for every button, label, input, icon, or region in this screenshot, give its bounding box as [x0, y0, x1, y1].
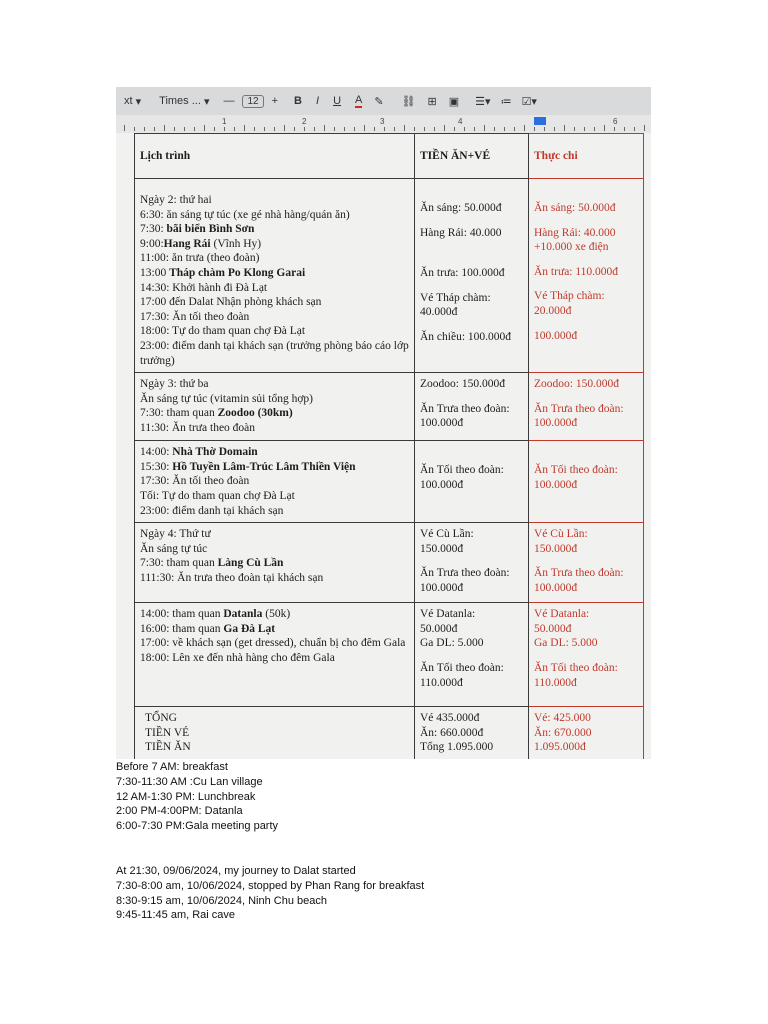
ruler-number: 3: [380, 117, 385, 126]
total-label-cell[interactable]: [135, 707, 415, 759]
cost-line: Ăn Tối theo đoàn:: [420, 464, 504, 477]
actual-line: 100.000đ: [534, 417, 578, 430]
total-cost-line: Vé 435.000đ: [420, 712, 480, 725]
align-icon[interactable]: ☰▾: [475, 95, 491, 108]
total-label: TỔNG: [145, 712, 177, 725]
schedule-cell[interactable]: [135, 373, 415, 441]
ruler-tick: [414, 127, 415, 131]
journey-line: 9:45-11:45 am, Rai cave: [116, 909, 236, 922]
cost-line: Ăn chiều: 100.000đ: [420, 330, 512, 343]
cost-line: Ga DL: 5.000: [420, 637, 484, 650]
cost-cell[interactable]: [415, 523, 529, 603]
actual-line: Ăn sáng: 50.000đ: [534, 202, 616, 214]
ruler-tick: [224, 127, 225, 131]
total-cost-cell[interactable]: [415, 707, 529, 759]
ruler-tick: [154, 127, 155, 131]
ruler-number: 4: [458, 117, 463, 126]
ruler-tick: [274, 127, 275, 131]
ruler-tick: [494, 127, 495, 131]
ruler-tick: [314, 127, 315, 131]
ruler-number: 2: [302, 117, 307, 126]
schedule-line: 17:30: Ăn tối theo đoàn: [140, 310, 250, 323]
schedule-line: 9:00:Hang Rái (Vĩnh Hy): [140, 237, 262, 250]
actual-cell[interactable]: [529, 523, 644, 603]
ruler-tick: [294, 127, 295, 131]
schedule-line: 7:30: tham quan Zoodoo (30km): [140, 407, 293, 420]
schedule-line: 6:30: ăn sáng tự túc (xe gé nhà hàng/quán ăn): [140, 208, 350, 221]
actual-line: Ăn Tối theo đoàn:: [534, 464, 618, 477]
ruler-tick: [134, 127, 135, 131]
ruler-tick: [184, 127, 185, 131]
agenda-line: 12 AM-1:30 PM: Lunchbreak: [116, 790, 256, 803]
schedule-line: 15:30: Hồ Tuyền Lâm-Trúc Lâm Thiền Viện: [140, 460, 356, 473]
cost-line: 100.000đ: [420, 417, 464, 430]
ruler-tick: [594, 127, 595, 131]
total-actual-line: Ăn: 670.000: [534, 726, 592, 739]
actual-line: Hàng Rái: 40.000: [534, 226, 616, 239]
list-icon[interactable]: ≔: [500, 95, 512, 108]
schedule-table: [134, 133, 644, 759]
actual-line: 20.000đ: [534, 304, 572, 317]
ruler-tick: [404, 125, 405, 131]
table-header-row: [135, 134, 644, 179]
actual-line: 100.000đ: [534, 581, 578, 594]
cost-line: Hàng Rái: 40.000: [420, 226, 502, 239]
schedule-line: 111:30: Ăn trưa theo đoàn tại khách sạn: [140, 571, 324, 584]
actual-line: Ga DL: 5.000: [534, 637, 598, 650]
total-row: [135, 707, 644, 759]
schedule-line: 18:00: Tự do tham quan chợ Đà Lạt: [140, 325, 306, 338]
ruler-tick: [614, 127, 615, 131]
actual-line: 100.000đ: [534, 329, 578, 342]
actual-line: Vé Tháp chàm:: [534, 290, 605, 303]
actual-line: Ăn trưa: 110.000đ: [534, 265, 619, 278]
ruler-tick: [484, 125, 485, 131]
actual-line: 150.000đ: [534, 542, 578, 555]
ruler-tick: [524, 125, 525, 131]
ruler-tick: [634, 127, 635, 131]
ruler-tick: [164, 125, 165, 131]
actual-line: Ăn Tối theo đoàn:: [534, 661, 618, 674]
ruler-tick: [574, 127, 575, 131]
ruler-tick: [214, 127, 215, 131]
ruler-number: 1: [222, 117, 227, 126]
schedule-line: 14:00: tham quan Datanla (50k): [140, 608, 291, 621]
ruler-tick: [324, 125, 325, 131]
cost-line: 150.000đ: [420, 542, 464, 555]
cost-line: 40.000đ: [420, 306, 458, 319]
total-label: TIỀN ĂN: [145, 741, 191, 754]
schedule-line: 11:00: ăn trưa (theo đoàn): [140, 252, 260, 265]
ruler-tick: [264, 127, 265, 131]
schedule-line: Ăn sáng tự túc (vitamin sủi tổng hợp): [140, 392, 313, 405]
cost-line: 110.000đ: [420, 676, 463, 689]
schedule-cell[interactable]: [135, 603, 415, 707]
ruler-tick: [174, 127, 175, 131]
ruler-tick: [464, 127, 465, 131]
header-actual: Thực chi: [529, 134, 644, 179]
ruler-tick: [644, 125, 645, 131]
ruler-tick: [554, 127, 555, 131]
schedule-cell[interactable]: [135, 179, 415, 373]
ruler-tick: [424, 127, 425, 131]
schedule-line: 23:00: điểm danh tại khách sạn (trưởng phòng báo cáo lớp trưởng): [140, 339, 409, 367]
actual-line: 110.000đ: [534, 676, 577, 689]
cost-line: Vé Datanla:: [420, 608, 476, 621]
actual-cell[interactable]: [529, 179, 644, 373]
font-size-input[interactable]: 12: [242, 95, 263, 108]
schedule-line: Ăn sáng tự túc: [140, 542, 208, 555]
schedule-line: 7:30: bãi biển Bình Sơn: [140, 223, 255, 236]
ruler-tick: [344, 127, 345, 131]
agenda-line: 2:00 PM-4:00PM: Datanla: [116, 805, 243, 818]
ruler[interactable]: [116, 115, 651, 134]
header-schedule: Lịch trình: [135, 134, 415, 179]
ruler-tick: [194, 127, 195, 131]
cost-line: Vé Cù Lần:: [420, 528, 474, 541]
ruler-tick: [564, 125, 565, 131]
italic-button[interactable]: I: [316, 95, 320, 107]
underline-button[interactable]: U: [333, 95, 342, 107]
schedule-line: Ngày 2: thứ hai: [140, 194, 212, 206]
link-icon[interactable]: ⛓: [401, 95, 416, 108]
actual-cell[interactable]: [529, 373, 644, 441]
schedule-line: 14:00: Nhà Thờ Domain: [140, 446, 258, 459]
text-style-dropdown[interactable]: xt ▾: [124, 95, 142, 108]
cost-line: Ăn trưa: 100.000đ: [420, 267, 505, 280]
cost-cell[interactable]: [415, 179, 529, 373]
schedule-line: 17:00 đến Dalat Nhận phòng khách sạn: [140, 296, 322, 309]
editor-toolbar: [116, 87, 651, 115]
pencil-icon[interactable]: ✎: [374, 95, 384, 108]
schedule-line: Tối: Tự do tham quan chợ Đà Lạt: [140, 489, 295, 502]
actual-line: Ăn Trưa theo đoàn:: [534, 567, 624, 580]
total-actual-cell[interactable]: [529, 707, 644, 759]
cost-line: Vé Tháp chàm:: [420, 291, 491, 304]
document-page: [116, 133, 651, 759]
bold-button[interactable]: B: [294, 95, 302, 107]
ruler-tick: [244, 125, 245, 131]
actual-line: Vé Datanla:: [534, 608, 590, 621]
actual-cell[interactable]: [529, 441, 644, 523]
cost-line: Ăn sáng: 50.000đ: [420, 202, 502, 214]
schedule-line: 7:30: tham quan Làng Cù Lần: [140, 557, 284, 570]
schedule-line: 17:30: Ăn tối theo đoàn: [140, 475, 250, 488]
journey-line: 8:30-9:15 am, 10/06/2024, Ninh Chu beach: [116, 894, 327, 907]
notes-text: [116, 760, 676, 923]
total-label: TIỀN VÉ: [145, 726, 190, 739]
document-photo: [116, 87, 651, 759]
agenda-line: 7:30-11:30 AM :Cu Lan village: [116, 775, 263, 788]
schedule-line: 23:00: điểm danh tại khách sạn: [140, 504, 284, 517]
decrease-font-button[interactable]: —: [223, 95, 235, 107]
schedule-line: 17:00: về khách sạn (get dressed), chuẩn bị cho đêm Gala: [140, 637, 406, 650]
ruler-tick: [254, 127, 255, 131]
cost-cell[interactable]: [415, 373, 529, 441]
indent-marker[interactable]: [534, 117, 546, 125]
schedule-cell[interactable]: [135, 441, 415, 523]
ruler-tick: [144, 127, 145, 131]
ruler-tick: [394, 127, 395, 131]
header-cost: TIỀN ĂN+VÉ: [415, 134, 529, 179]
schedule-line: 16:00: tham quan Ga Đà Lạt: [140, 622, 276, 635]
font-name-label: Times ...: [159, 95, 201, 107]
ruler-tick: [124, 125, 125, 131]
agenda-line: 6:00-7:30 PM:Gala meeting party: [116, 820, 279, 833]
cost-line: Ăn Trưa theo đoàn:: [420, 567, 510, 580]
table-row: [135, 523, 644, 603]
journey-line: 7:30-8:00 am, 10/06/2024, stopped by Phan Rang for breakfast: [116, 879, 425, 892]
schedule-line: 14:30: Khởi hành đi Đà Lạt: [140, 281, 268, 294]
actual-cell[interactable]: [529, 603, 644, 707]
schedule-line: 11:30: Ăn trưa theo đoàn: [140, 421, 256, 434]
schedule-line: 18:00: Lên xe đến nhà hàng cho đêm Gala: [140, 651, 335, 664]
ruler-number: 6: [613, 117, 618, 126]
ruler-tick: [364, 125, 365, 131]
table-row: [135, 603, 644, 707]
ruler-tick: [204, 125, 205, 131]
checklist-icon[interactable]: ☑▾: [521, 95, 537, 108]
ruler-tick: [474, 127, 475, 131]
text-color-button[interactable]: A: [355, 94, 363, 106]
total-cost-line: Ăn: 660.000đ: [420, 726, 484, 739]
total-cost-line: Tổng 1.095.000: [420, 741, 494, 754]
cost-line: Ăn Trưa theo đoàn:: [420, 402, 510, 415]
ruler-tick: [434, 127, 435, 131]
actual-line: Zoodoo: 150.000đ: [534, 378, 619, 391]
cost-line: Zoodoo: 150.000đ: [420, 378, 505, 391]
ruler-tick: [234, 127, 235, 131]
agenda-line: Before 7 AM: breakfast: [116, 761, 228, 773]
cost-cell[interactable]: [415, 603, 529, 707]
ruler-tick: [584, 127, 585, 131]
cost-line: Ăn Tối theo đoàn:: [420, 661, 504, 674]
ruler-tick: [604, 125, 605, 131]
schedule-line: Ngày 3: thứ ba: [140, 378, 209, 391]
ruler-tick: [624, 127, 625, 131]
actual-line: +10.000 xe điện: [534, 241, 609, 254]
schedule-cell[interactable]: [135, 523, 415, 603]
ruler-tick: [544, 127, 545, 131]
ruler-tick: [334, 127, 335, 131]
table-row: [135, 441, 644, 523]
ruler-tick: [384, 127, 385, 131]
ruler-tick: [304, 127, 305, 131]
table-row: [135, 179, 644, 373]
comment-icon[interactable]: ⊞: [427, 95, 437, 108]
total-actual-line: 1.095.000đ: [534, 741, 586, 754]
ruler-tick: [284, 125, 285, 131]
total-actual-line: Vé: 425.000: [534, 712, 591, 725]
schedule-line: Ngày 4: Thứ tư: [140, 528, 211, 541]
ruler-tick: [374, 127, 375, 131]
actual-line: Ăn Trưa theo đoàn:: [534, 402, 624, 415]
text-style-label: xt: [124, 95, 133, 107]
actual-line: 50.000đ: [534, 622, 572, 635]
schedule-line: 13:00 Tháp chàm Po Klong Garai: [140, 266, 306, 279]
image-icon[interactable]: ▣: [448, 95, 460, 108]
ruler-tick: [514, 127, 515, 131]
ruler-tick: [354, 127, 355, 131]
cost-cell[interactable]: [415, 441, 529, 523]
table-row: [135, 373, 644, 441]
ruler-tick: [454, 127, 455, 131]
ruler-tick: [534, 127, 535, 131]
ruler-tick: [504, 127, 505, 131]
increase-font-button[interactable]: +: [271, 95, 279, 107]
ruler-tick: [444, 125, 445, 131]
actual-line: Vé Cù Lần:: [534, 528, 588, 541]
font-dropdown[interactable]: Times ... ▾: [159, 95, 210, 108]
actual-line: 100.000đ: [534, 478, 578, 491]
cost-line: 100.000đ: [420, 581, 464, 594]
cost-line: 100.000đ: [420, 478, 464, 491]
cost-line: 50.000đ: [420, 622, 458, 635]
journey-line: At 21:30, 09/06/2024, my journey to Dalat started: [116, 864, 356, 877]
